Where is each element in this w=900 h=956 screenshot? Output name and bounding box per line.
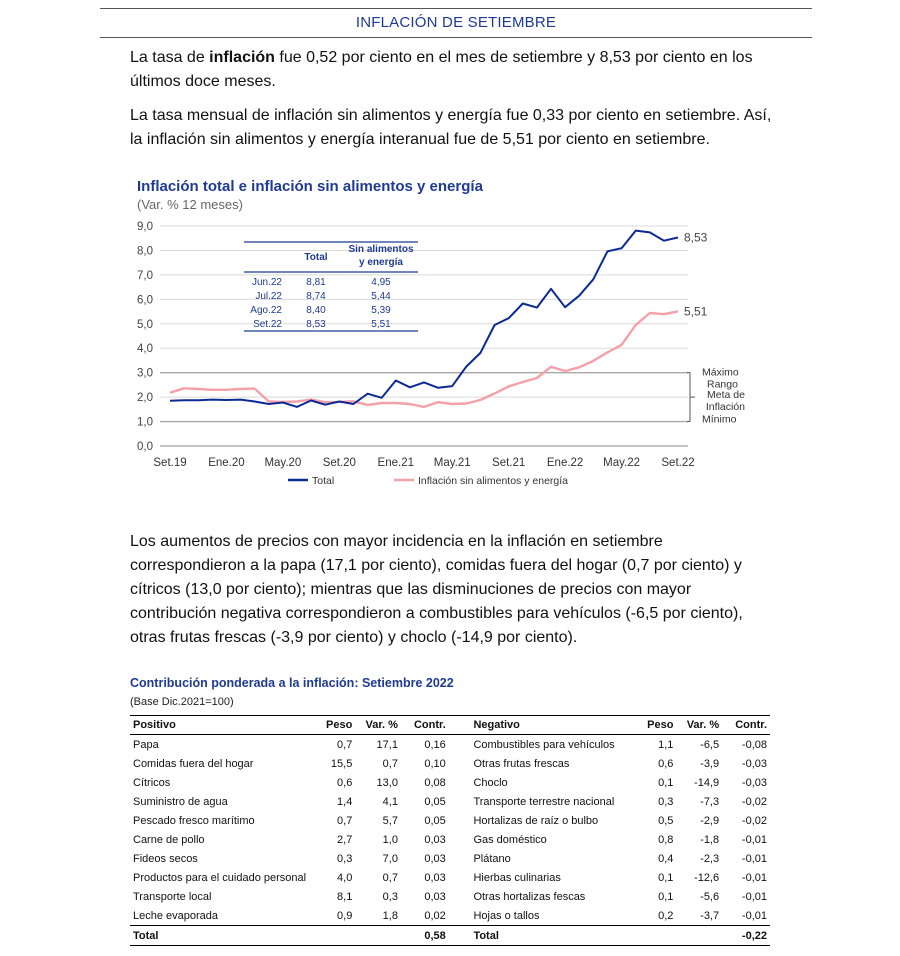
table-cell: Choclo (473, 776, 508, 789)
header-peso: Peso (317, 716, 355, 735)
y-tick-label: 2,0 (137, 392, 153, 405)
table-cell: -0,03 (741, 776, 767, 789)
table-row (130, 849, 770, 868)
inset-cell-core: 5,51 (371, 319, 391, 330)
table-cell: 0,03 (424, 852, 446, 865)
table-cell: 0,05 (424, 795, 446, 808)
contrib-table-header (130, 716, 770, 735)
inset-cell-total: 8,74 (306, 291, 326, 302)
row-gap (449, 811, 471, 830)
table-cell: 0,3 (658, 795, 674, 808)
header-positivo: Positivo (130, 716, 317, 735)
table-cell: Hierbas culinarias (473, 871, 561, 884)
y-tick-label: 4,0 (137, 343, 153, 356)
page-title: INFLACIÓN DE SETIEMBRE (100, 8, 812, 38)
table-cell: 0,7 (382, 757, 398, 770)
y-tick-label: 1,0 (137, 416, 153, 429)
table-cell: Plátano (473, 852, 511, 865)
table-cell: 0,3 (337, 852, 353, 865)
table-cell: Transporte local (133, 890, 212, 903)
table-cell: -2,3 (700, 852, 720, 865)
x-tick-label: May.21 (433, 457, 471, 469)
table-cell: 0,6 (337, 776, 353, 789)
row-gap (449, 849, 471, 868)
table-cell: 5,7 (382, 814, 398, 827)
total-pos-label: Total (130, 926, 317, 946)
table-cell: -0,01 (741, 909, 767, 922)
x-tick-label: Ene.21 (377, 457, 415, 469)
table-cell: 0,03 (424, 890, 446, 903)
total-neg-value: -0,22 (722, 926, 770, 946)
table-cell: -3,9 (700, 757, 720, 770)
table-cell: 0,03 (424, 833, 446, 846)
table-cell: 1,8 (382, 909, 398, 922)
table-cell: 0,7 (337, 814, 353, 827)
table-cell: Hortalizas de raíz o bulbo (473, 814, 599, 827)
row-gap (449, 868, 471, 887)
header-contr: Contr. (401, 716, 449, 735)
table-row (130, 868, 770, 887)
y-tick-label: 5,0 (137, 318, 153, 331)
table-cell: 17,1 (376, 738, 398, 751)
table-row (130, 887, 770, 906)
row-gap (449, 830, 471, 849)
table-cell: 0,08 (424, 776, 446, 789)
table-cell: 0,4 (658, 852, 674, 865)
table-cell: -0,01 (741, 871, 767, 884)
table-cell: 4,0 (337, 871, 353, 884)
table-cell: 0,1 (658, 890, 674, 903)
table-cell: Leche evaporada (133, 909, 219, 922)
table-cell: 0,3 (382, 890, 398, 903)
para1-rest: fue 0,52 por ciento en el mes de setiembre y 8,53 por ciento en los últimos doce meses. (130, 49, 753, 90)
table-cell: -7,3 (700, 795, 720, 808)
inset-cell-total: 8,81 (306, 277, 326, 288)
table-cell: Otras hortalizas fescas (473, 890, 586, 903)
table-cell: -0,02 (741, 814, 767, 827)
total-neg-label: Total (470, 926, 638, 946)
table-cell: 2,7 (337, 833, 353, 846)
table-cell: 0,6 (658, 757, 674, 770)
table-cell: 4,1 (382, 795, 398, 808)
table-cell: 0,02 (424, 909, 446, 922)
y-tick-label: 3,0 (137, 367, 153, 380)
x-tick-label: May.22 (603, 457, 640, 469)
table-cell: Pescado fresco marítimo (133, 814, 255, 827)
table-row (130, 906, 770, 926)
table-cell: 1,1 (658, 738, 674, 751)
table-cell: -3,7 (700, 909, 720, 922)
table-cell: 13,0 (376, 776, 398, 789)
paragraph-core-inflation: La tasa mensual de inflación sin alimentos y energía fue 0,33 por ciento en setiembre. Así, la inflación sin alimentos y energía interanual fue de 5,51 por ciento en setiembre. (130, 107, 772, 148)
band-label: Meta de (707, 389, 745, 402)
inset-cell-core: 5,39 (371, 305, 391, 316)
para1-bold-word: inflación (209, 49, 275, 66)
table-cell: Otras frutas frescas (473, 757, 570, 770)
table-cell: -12,6 (694, 871, 720, 884)
header-contr-neg: Contr. (722, 716, 770, 735)
table-cell: 0,1 (658, 776, 674, 789)
band-label: Inflación (705, 401, 745, 414)
contrib-table-subtitle: (Base Dic.2021=100) (130, 696, 234, 708)
table-cell: 1,0 (382, 833, 398, 846)
row-gap (449, 735, 471, 755)
table-cell: -0,08 (741, 738, 767, 751)
table-row (130, 735, 770, 755)
table-cell: 0,1 (658, 871, 674, 884)
table-cell: 0,16 (424, 738, 446, 751)
table-cell: 0,10 (424, 757, 446, 770)
series-line-total (170, 231, 678, 407)
row-gap (449, 792, 471, 811)
inset-cell-month: Jun.22 (251, 277, 282, 288)
table-cell: 0,03 (424, 871, 446, 884)
series-end-label: 8,53 (684, 230, 708, 245)
table-cell: 1,4 (337, 795, 353, 808)
y-tick-label: 8,0 (137, 245, 153, 258)
table-row (130, 754, 770, 773)
table-cell: 0,8 (658, 833, 674, 846)
inset-cell-total: 8,53 (306, 319, 326, 330)
series-line-core (170, 311, 678, 407)
table-cell: 0,5 (658, 814, 674, 827)
y-tick-label: 9,0 (137, 221, 153, 233)
inset-header-total: Total (304, 252, 328, 263)
header-var-neg: Var. % (676, 716, 722, 735)
table-cell: -0,01 (741, 833, 767, 846)
contrib-table-title: Contribución ponderada a la inflación: Setiembre 2022 (130, 676, 454, 690)
y-tick-label: 7,0 (137, 269, 153, 282)
table-cell: Gas doméstico (473, 833, 547, 846)
table-cell: 7,0 (382, 852, 398, 865)
table-cell: -1,8 (700, 833, 720, 846)
table-row (130, 830, 770, 849)
table-cell: -0,03 (741, 757, 767, 770)
y-tick-label: 6,0 (137, 294, 153, 307)
table-cell: -5,6 (700, 890, 720, 903)
band-label: Máximo (702, 366, 739, 379)
legend-label-core: Inflación sin alimentos y energía (418, 475, 568, 487)
table-cell: -0,02 (741, 795, 767, 808)
chart-title: Inflación total e inflación sin alimentos y energía (137, 178, 483, 195)
table-cell: 0,9 (337, 909, 353, 922)
table-cell: 8,1 (337, 890, 353, 903)
contribution-table (130, 715, 770, 946)
legend-label-total: Total (312, 475, 335, 487)
band-label: Mínimo (702, 413, 737, 426)
x-tick-label: Set.22 (661, 457, 695, 469)
table-cell: 15,5 (330, 757, 353, 770)
table-cell: Transporte terrestre nacional (473, 795, 615, 808)
table-cell: Suministro de agua (133, 795, 228, 808)
table-cell: Combustibles para vehículos (473, 738, 615, 751)
total-pos-value: 0,58 (401, 926, 449, 946)
series-end-label: 5,51 (684, 304, 708, 319)
table-cell: 0,2 (658, 909, 674, 922)
inset-cell-month: Jul.22 (255, 291, 282, 302)
table-cell: Papa (133, 738, 159, 751)
header-var: Var. % (355, 716, 401, 735)
table-cell: -0,01 (741, 890, 767, 903)
inset-cell-month: Ago.22 (250, 305, 282, 316)
table-cell: Carne de pollo (133, 833, 205, 846)
table-cell: Comidas fuera del hogar (133, 757, 254, 770)
inset-header-core-2: y energía (359, 257, 403, 268)
row-gap (449, 773, 471, 792)
chart-subtitle: (Var. % 12 meses) (137, 197, 243, 212)
table-row (130, 792, 770, 811)
x-tick-label: Set.20 (322, 457, 356, 469)
inset-cell-total: 8,40 (306, 305, 326, 316)
y-tick-label: 0,0 (137, 441, 153, 453)
table-cell: -6,5 (700, 738, 720, 751)
header-gap (449, 716, 471, 735)
inset-cell-month: Set.22 (253, 319, 282, 330)
table-cell: Productos para el cuidado personal (133, 871, 307, 884)
x-tick-label: Ene.22 (546, 457, 584, 469)
table-row (130, 773, 770, 792)
band-label: Rango (707, 378, 738, 391)
row-gap (449, 754, 471, 773)
header-peso-neg: Peso (639, 716, 677, 735)
table-cell: 0,05 (424, 814, 446, 827)
inset-header-core-1: Sin alimentos (348, 244, 414, 255)
x-tick-label: Ene.20 (208, 457, 245, 469)
table-cell: Fideos secos (133, 852, 198, 865)
table-row (130, 811, 770, 830)
table-cell: -0,01 (741, 852, 767, 865)
table-cell: Cítricos (133, 776, 171, 789)
table-cell: 0,7 (337, 738, 353, 751)
para1-prefix: La tasa de (130, 49, 210, 66)
table-cell: Hojas o tallos (473, 909, 540, 922)
x-tick-label: Set.19 (153, 457, 187, 469)
paragraph-price-drivers: Los aumentos de precios con mayor incidencia en la inflación en setiembre correspondieron a la papa (17,1 por ciento), comidas fuera del hogar (0,7 por ciento) y cítricos (13,0 por ciento); mientras que las disminuciones de precios con mayor contribución negativa correspondieron a combustibles para vehículos (-6,5 por ciento), otras frutas frescas (-3,9 por ciento) y choclo (-14,9 por ciento). (130, 533, 743, 646)
row-gap (449, 906, 471, 926)
table-cell: -14,9 (694, 776, 720, 789)
contrib-total-row (130, 926, 770, 946)
table-cell: 0,7 (382, 871, 398, 884)
x-tick-label: Set.21 (492, 457, 526, 469)
inset-cell-core: 5,44 (371, 291, 391, 302)
inset-cell-core: 4,95 (371, 277, 391, 288)
table-cell: -2,9 (700, 814, 720, 827)
header-negativo: Negativo (470, 716, 638, 735)
row-gap (449, 887, 471, 906)
x-tick-label: May.20 (264, 457, 302, 469)
